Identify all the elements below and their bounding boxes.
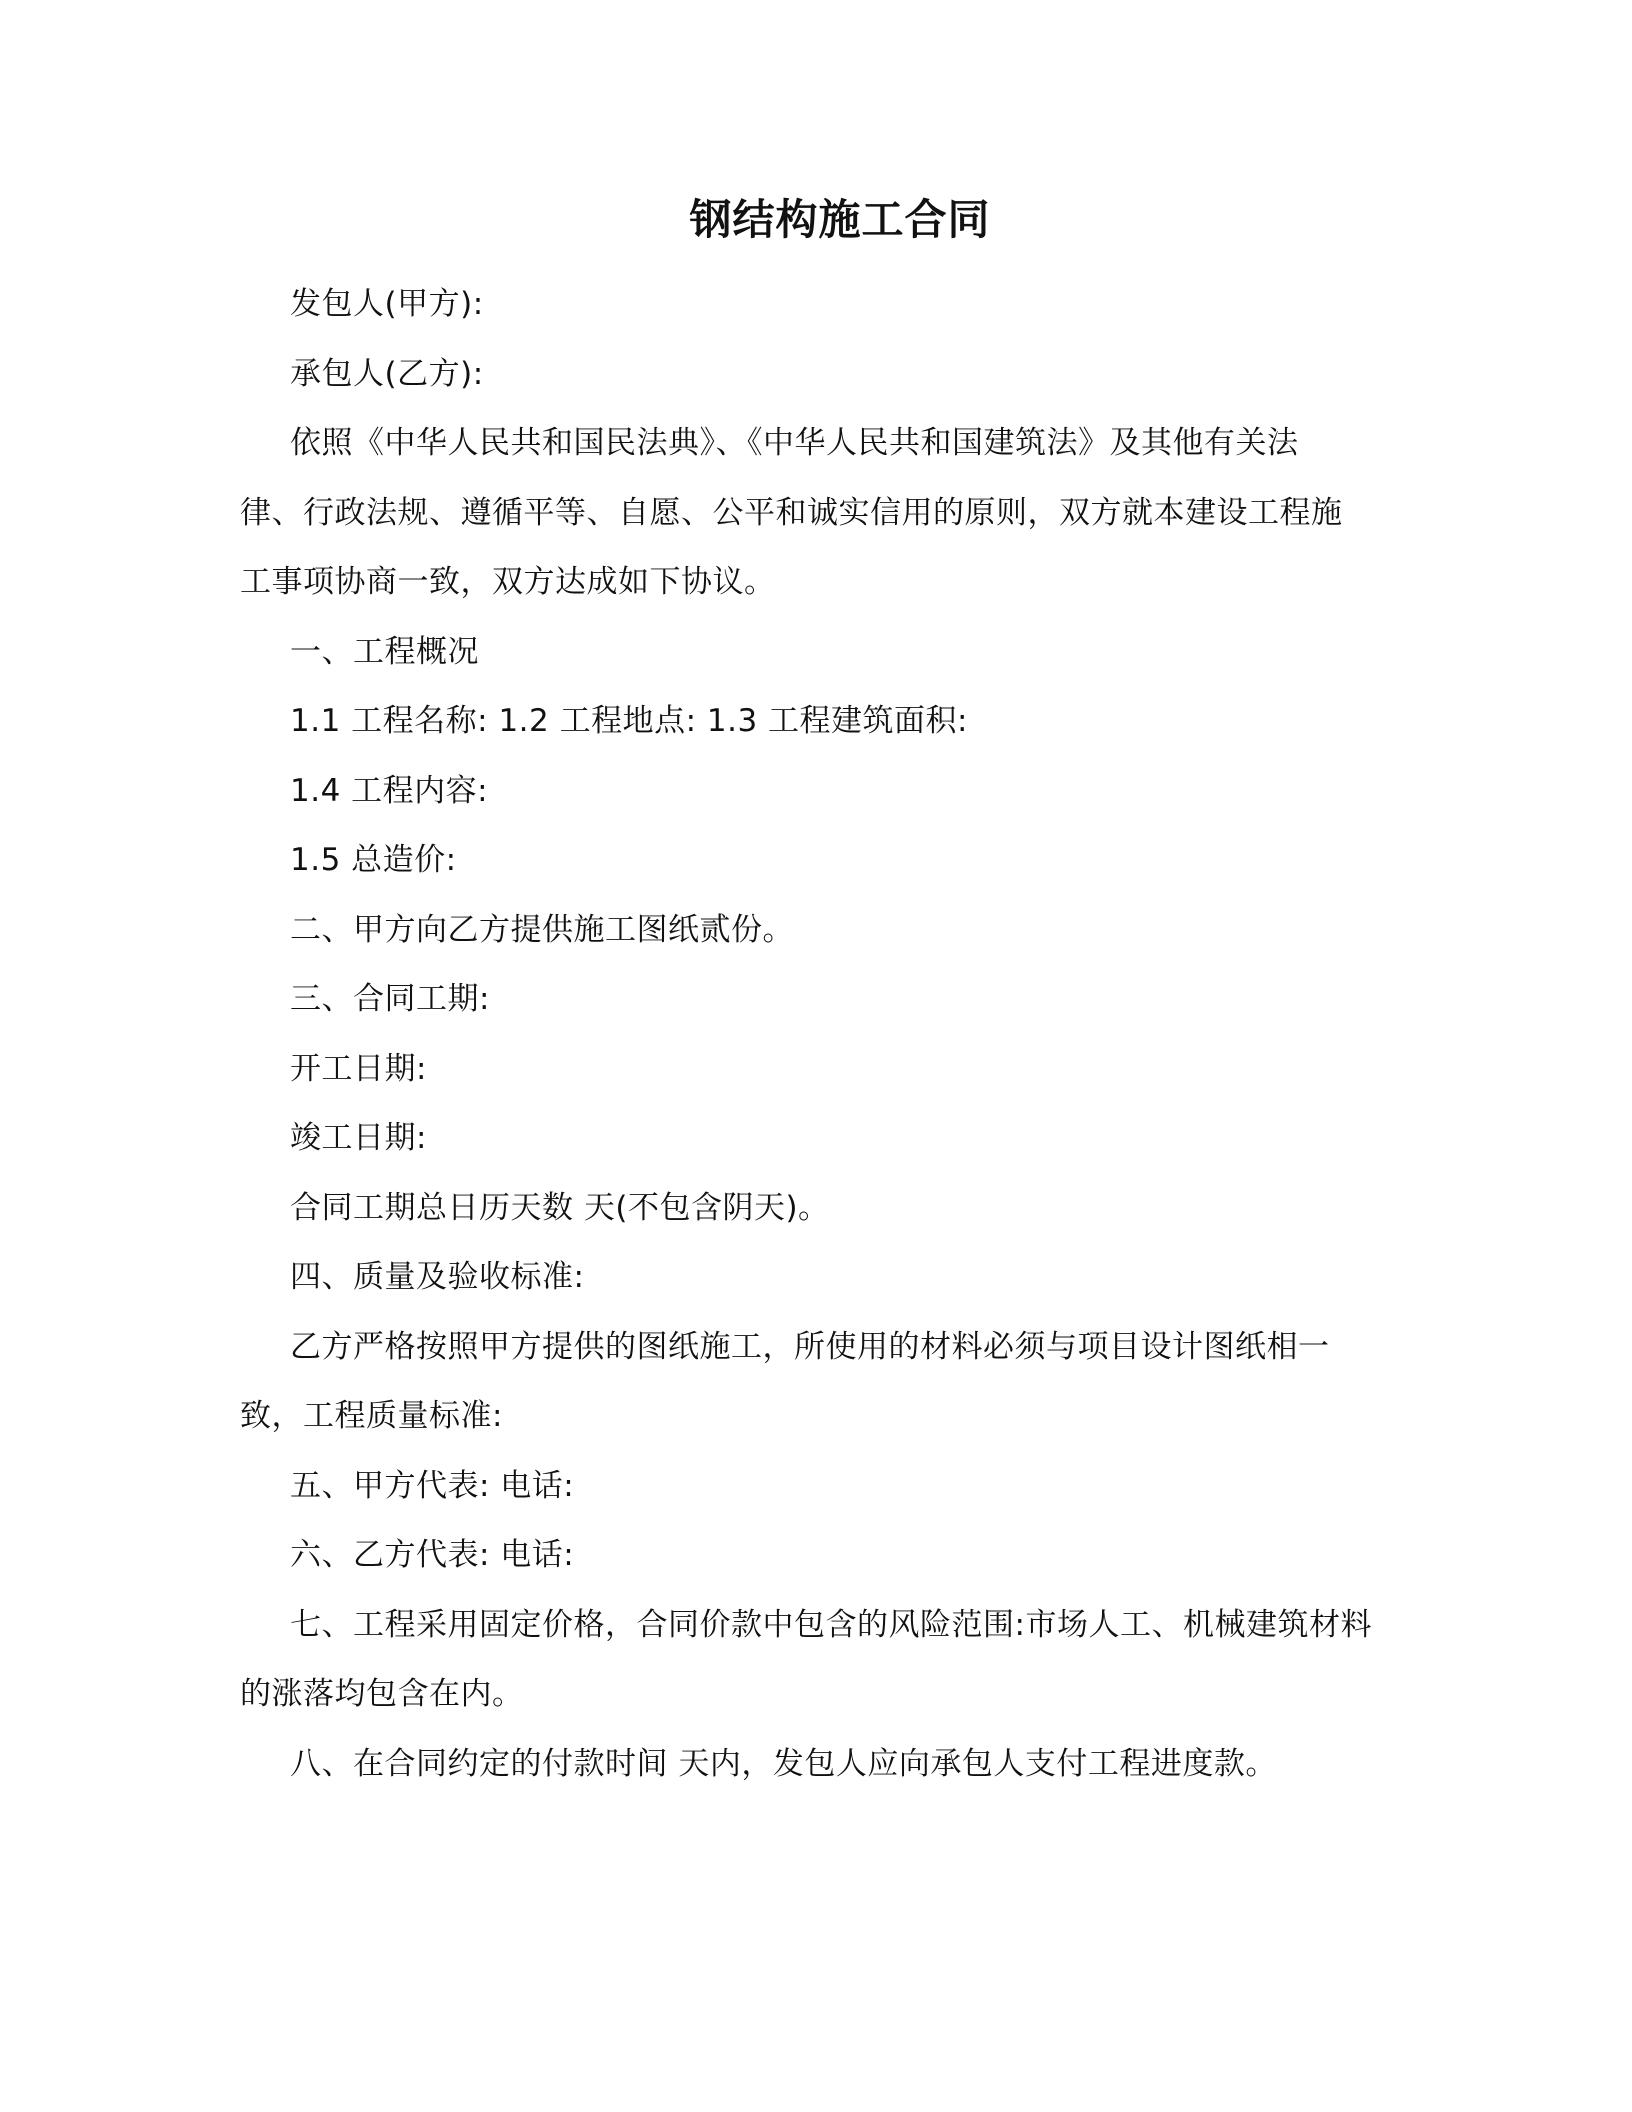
document-line: 1.4 工程内容: [290,772,489,809]
document-body [240,270,1390,1799]
document-line: 乙方严格按照甲方提供的图纸施工，所使用的材料必须与项目设计图纸相一 [290,1328,1330,1365]
document-line: 六、乙方代表: 电话: [290,1537,575,1573]
document-line: 四、质量及验收标准: [290,1259,585,1295]
document-title: 钢结构施工合同 [689,195,991,244]
document-line: 八、在合同约定的付款时间 天内，发包人应向承包人支付工程进度款。 [290,1745,1277,1782]
document-line: 发包人(甲方): [290,286,484,322]
document-line: 承包人(乙方): [290,355,484,392]
document-line: 开工日期: [290,1050,427,1087]
document-line: 二、甲方向乙方提供施工图纸贰份。 [290,911,794,948]
document-line: 致，工程质量标准: [240,1398,503,1434]
document-line: 七、工程采用固定价格，合同价款中包含的风险范围:市场人工、机械建筑材料 [290,1606,1372,1643]
document-line: 五、甲方代表: 电话: [290,1467,575,1504]
document-line: 律、行政法规、遵循平等、自愿、公平和诚实信用的原则，双方就本建设工程施 [240,494,1343,531]
document-line: 依照《中华人民共和国民法典》、《中华人民共和国建筑法》及其他有关法 [290,425,1299,461]
document-line: 三、合同工期: [290,981,490,1017]
document-line: 工事项协商一致，双方达成如下协议。 [240,564,776,600]
document-line: 1.1 工程名称: 1.2 工程地点: 1.3 工程建筑面积: [290,703,969,739]
document-line: 的涨落均包含在内。 [240,1676,524,1712]
document-line: 一、工程概况 [290,633,479,670]
document-line: 1.5 总造价: [290,842,457,878]
document-line: 竣工日期: [290,1120,427,1156]
document-line: 合同工期总日历天数 天(不包含阴天)。 [290,1189,830,1226]
